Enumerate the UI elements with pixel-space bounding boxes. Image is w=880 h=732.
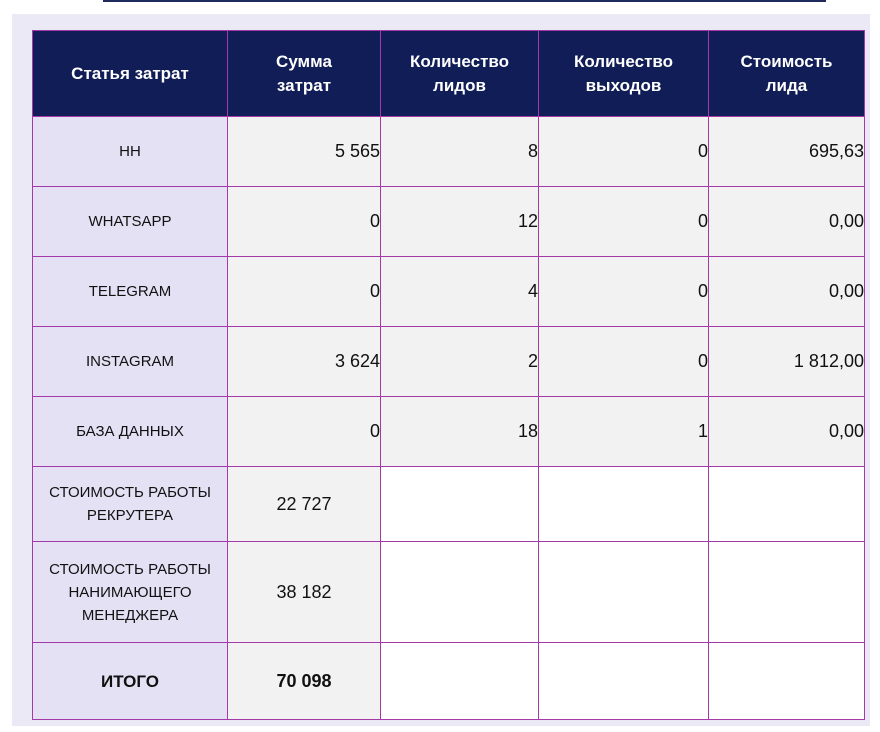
cell-exits: 1 <box>539 397 709 467</box>
empty-cell <box>539 542 709 643</box>
cell-lead-cost: 695,63 <box>709 117 865 187</box>
table-row <box>33 187 865 257</box>
cell-lead-cost: 0,00 <box>709 187 865 257</box>
row-label: HH <box>33 117 228 187</box>
cell-sum: 22 727 <box>228 467 381 542</box>
cell-leads: 18 <box>381 397 539 467</box>
row-label: СТОИМОСТЬ РАБОТЫ РЕКРУТЕРА <box>33 467 228 542</box>
empty-cell <box>539 643 709 720</box>
cell-lead-cost: 0,00 <box>709 397 865 467</box>
cell-leads: 12 <box>381 187 539 257</box>
cost-table <box>32 30 865 720</box>
header-lead-cost: Стоимость лида <box>709 31 865 117</box>
header-leads-count: Количество лидов <box>381 31 539 117</box>
empty-cell <box>381 467 539 542</box>
table-row <box>33 542 865 643</box>
header-cost-sum: Сумма затрат <box>228 31 381 117</box>
row-label: СТОИМОСТЬ РАБОТЫ НАНИМАЮЩЕГО МЕНЕДЖЕРА <box>33 542 228 643</box>
cell-exits: 0 <box>539 187 709 257</box>
total-row <box>33 643 865 720</box>
cell-sum: 3 624 <box>228 327 381 397</box>
top-divider <box>103 0 826 2</box>
cell-sum: 0 <box>228 187 381 257</box>
cell-sum: 0 <box>228 397 381 467</box>
total-sum: 70 098 <box>228 643 381 720</box>
empty-cell <box>539 467 709 542</box>
cell-exits: 0 <box>539 257 709 327</box>
empty-cell <box>709 643 865 720</box>
cell-exits: 0 <box>539 117 709 187</box>
cell-sum: 5 565 <box>228 117 381 187</box>
table-row <box>33 117 865 187</box>
cell-lead-cost: 0,00 <box>709 257 865 327</box>
total-label: ИТОГО <box>33 643 228 720</box>
row-label: TELEGRAM <box>33 257 228 327</box>
empty-cell <box>709 467 865 542</box>
header-cost-item: Статья затрат <box>33 31 228 117</box>
cell-sum: 38 182 <box>228 542 381 643</box>
header-exits-count: Количество выходов <box>539 31 709 117</box>
row-label: WHATSAPP <box>33 187 228 257</box>
cell-leads: 4 <box>381 257 539 327</box>
row-label: БАЗА ДАННЫХ <box>33 397 228 467</box>
cell-lead-cost: 1 812,00 <box>709 327 865 397</box>
empty-cell <box>381 643 539 720</box>
cell-exits: 0 <box>539 327 709 397</box>
empty-cell <box>709 542 865 643</box>
table-row <box>33 467 865 542</box>
table-row <box>33 397 865 467</box>
table-row <box>33 327 865 397</box>
table-header-row <box>33 31 865 117</box>
empty-cell <box>381 542 539 643</box>
cell-sum: 0 <box>228 257 381 327</box>
cell-leads: 8 <box>381 117 539 187</box>
row-label: INSTAGRAM <box>33 327 228 397</box>
table-row <box>33 257 865 327</box>
cell-leads: 2 <box>381 327 539 397</box>
